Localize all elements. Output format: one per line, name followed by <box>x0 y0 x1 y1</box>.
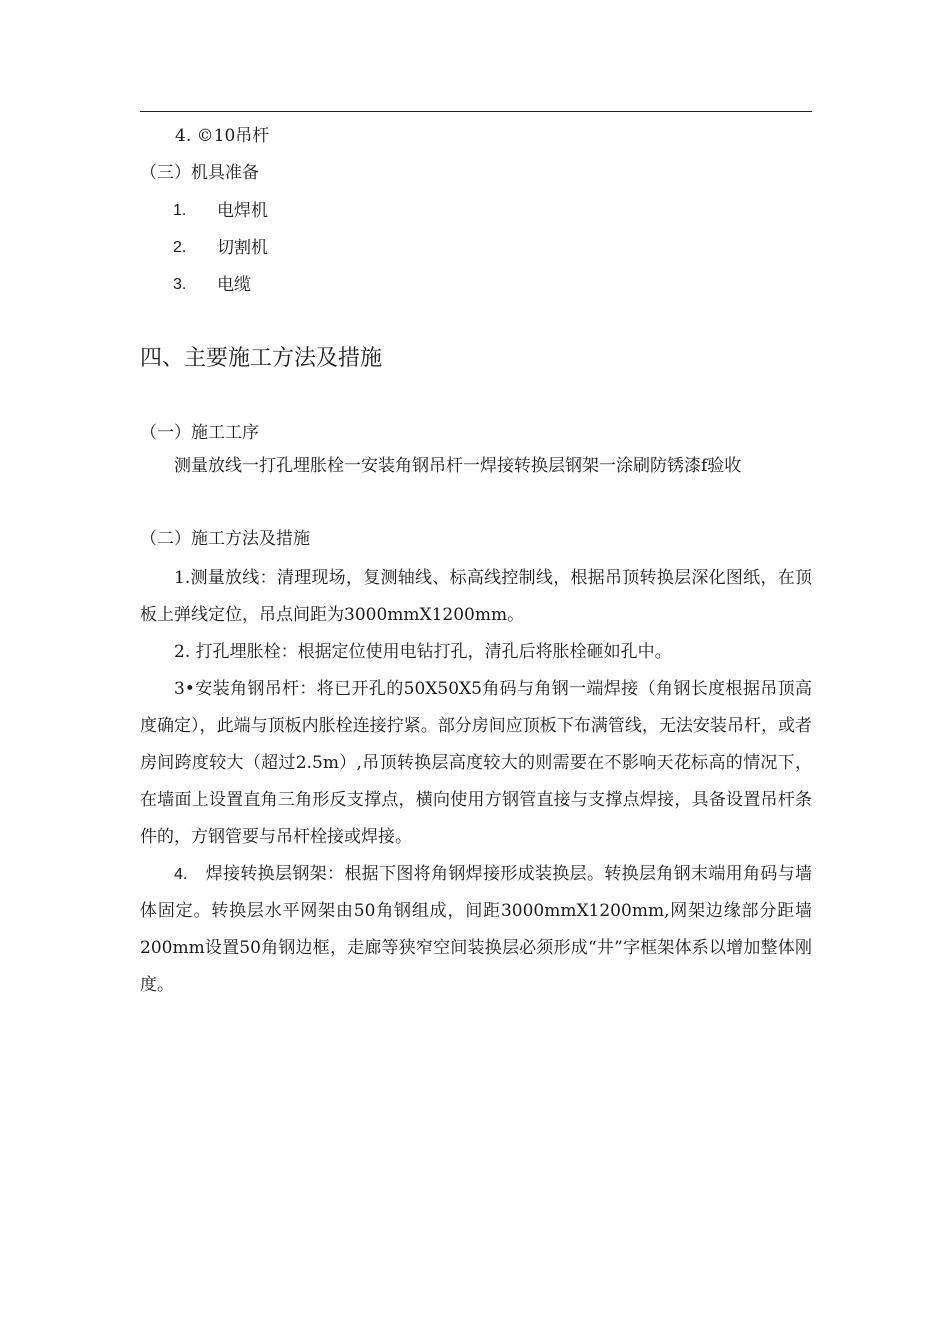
paragraph-2: 2. 打孔埋胀栓：根据定位使用电钻打孔，清孔后将胀栓砸如孔中。 <box>174 642 672 662</box>
list-item: 切割机 <box>217 238 268 258</box>
header-rule <box>140 111 812 112</box>
section-tools-heading: （三）机具准备 <box>140 163 259 183</box>
list-item-number: 1. <box>173 202 187 219</box>
material-item-4: 4. ©10吊杆 <box>175 126 270 146</box>
chapter-heading: 四、主要施工方法及措施 <box>140 346 383 371</box>
sub1-paragraph: 测量放线一打孔埋胀栓一安装角钢吊杆一焊接转换层钢架一涂刷防锈漆f验收 <box>174 456 742 476</box>
paragraph-4 <box>140 856 812 1004</box>
sub1-heading: （一）施工工序 <box>140 423 259 443</box>
paragraph-1: 1.测量放线：清理现场，复测轴线、标高线控制线，根据吊顶转换层深化图纸，在顶板上弹线定位，吊点间距为3000mmX1200mm。 <box>140 568 812 625</box>
list-item: 电焊机 <box>217 201 268 221</box>
list-item: 电缆 <box>217 275 251 295</box>
paragraph-4-number: 4. <box>174 866 188 883</box>
paragraph-4-text: 焊接转换层钢架：根据下图将角钢焊接形成装换层。转换层角钢末端用角码与墙体固定。转换层水平网架由50角钢组成，间距3000mmX1200mm,网架边缘部分距墙200mm设置50角钢边框，走廊等狭窄空间装换层必须形成“井”字框架体系以增加整体刚度。 <box>140 864 812 995</box>
paragraph-3: 3•安装角钢吊杆：将已开孔的50X50X5角码与角钢一端焊接（角钢长度根据吊顶高度确定），此端与顶板内胀栓连接拧紧。部分房间应顶板下布满管线，无法安装吊杆，或者房间跨度较大（超过2.5m）,吊顶转换层高度较大的则需要在不影响天花标高的情况下，在墙面上设置直角三角形反支撑点，横向使用方钢管直接与支撑点焊接，具备设置吊杆条件的，方钢管要与吊杆栓接或焊接。 <box>140 679 812 847</box>
list-item-number: 3. <box>173 276 187 293</box>
sub2-heading: （二）施工方法及措施 <box>140 529 310 549</box>
list-item-number: 2. <box>173 239 187 256</box>
